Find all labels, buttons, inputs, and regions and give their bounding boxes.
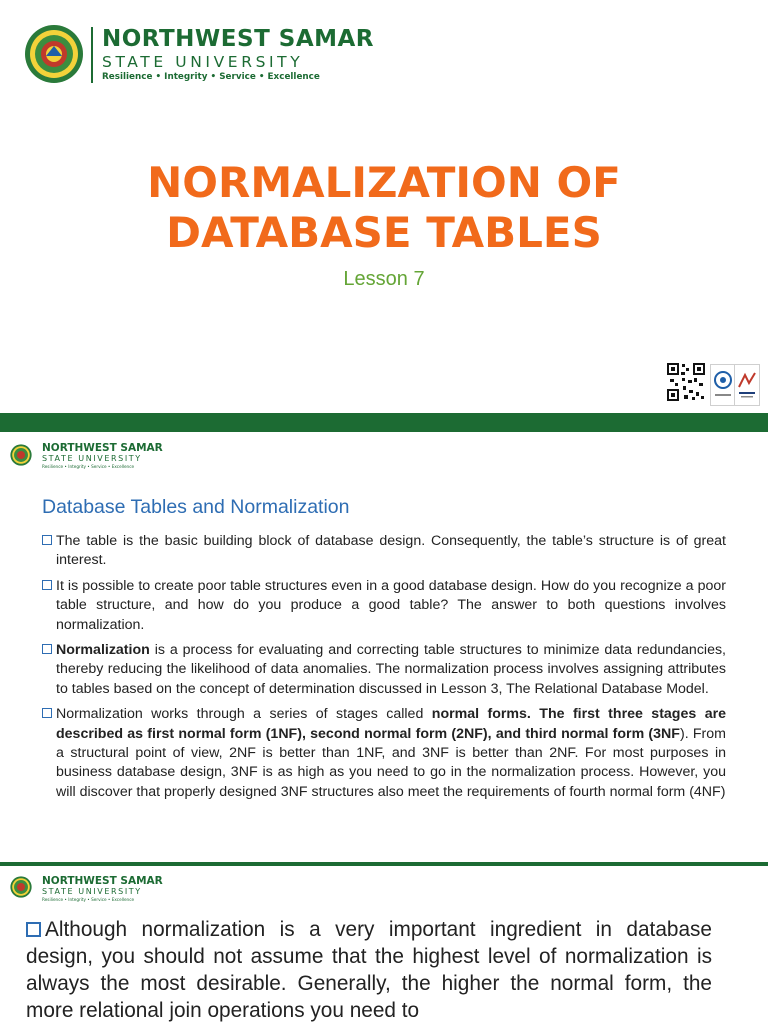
bullet-item <box>42 705 726 802</box>
title-line-2: DATABASE TABLES <box>166 208 602 257</box>
slide-divider-bar <box>0 413 768 432</box>
slide-body-text <box>26 916 712 1024</box>
content-slide <box>0 432 768 862</box>
header-divider <box>91 27 93 83</box>
university-subtitle: STATE UNIVERSITY <box>102 53 304 71</box>
bullet-bold-term: Normalization <box>56 642 150 659</box>
bullet-item <box>42 532 726 571</box>
content-slide-partial <box>0 866 768 1024</box>
bullet-text: ). From a structural point of view, 2NF is better than 1NF, and 3NF is better than 2NF. For most purposes in business database design, 3NF is as high as you need to go in the normalization process. However, you will discover that properly designed 3NF structures also meet the requirements of fourth normal form (4NF) <box>56 725 726 800</box>
accreditation-icon <box>734 364 760 406</box>
university-seal-logo-small <box>10 444 32 466</box>
university-motto: Resilience • Integrity • Service • Excellence <box>102 72 320 82</box>
bullet-list <box>42 532 726 808</box>
bullet-item <box>42 641 726 699</box>
bullet-bold-term: normal forms. The first three stages are described as first normal form (1NF), second normal form (2NF), and third normal form (3NF <box>56 706 726 742</box>
bullet-text-lead: Normalization works through a series of stages called <box>56 706 432 723</box>
bullet-text: It is possible to create poor table structures even in a good database design. How do you recognize a poor table structure, and how do you produce a good table? The answer to both questions involves normalization. <box>56 577 726 633</box>
checkbox-bullet-icon <box>26 922 41 937</box>
title-line-1: NORMALIZATION OF <box>147 158 621 207</box>
university-subtitle-small: STATE UNIVERSITY <box>42 454 142 463</box>
university-name-small: NORTHWEST SAMAR <box>42 875 163 887</box>
lesson-subtitle: Lesson 7 <box>343 268 425 290</box>
iso-certification-icon <box>710 364 736 406</box>
checkbox-bullet-icon <box>42 580 52 590</box>
bullet-text: is a process for evaluating and correcting table structures to minimize data redundancies, thereby reducing the likelihood of data anomalies. The normalization process involves assigning attributes to tables based on the concept of determination discussed in Lesson 3, The Relational Database Model. <box>56 642 726 697</box>
body-text: Although normalization is a very important ingredient in database design, you should not assume that the highest level of normalization is always the most desirable. Generally, the higher the normal form, the more relational join operations you need to <box>26 918 712 1022</box>
checkbox-bullet-icon <box>42 535 52 545</box>
bullet-item <box>42 577 726 635</box>
university-name-small: NORTHWEST SAMAR <box>42 442 163 454</box>
university-motto-small: Resilience • Integrity • Service • Excellence <box>42 897 135 902</box>
university-motto-small: Resilience • Integrity • Service • Excellence <box>42 464 135 469</box>
title-slide <box>0 0 768 416</box>
checkbox-bullet-icon <box>42 644 52 654</box>
university-seal-logo <box>24 24 84 84</box>
university-name: NORTHWEST SAMAR <box>102 26 375 52</box>
qr-code-icon <box>666 362 706 402</box>
bullet-text: The table is the basic building block of database design. Consequently, the table’s structure is of great interest. <box>56 533 726 569</box>
section-heading: Database Tables and Normalization <box>42 496 350 518</box>
university-seal-logo-small <box>10 876 32 898</box>
checkbox-bullet-icon <box>42 708 52 718</box>
slide-title <box>0 158 768 258</box>
university-subtitle-small: STATE UNIVERSITY <box>42 887 142 896</box>
